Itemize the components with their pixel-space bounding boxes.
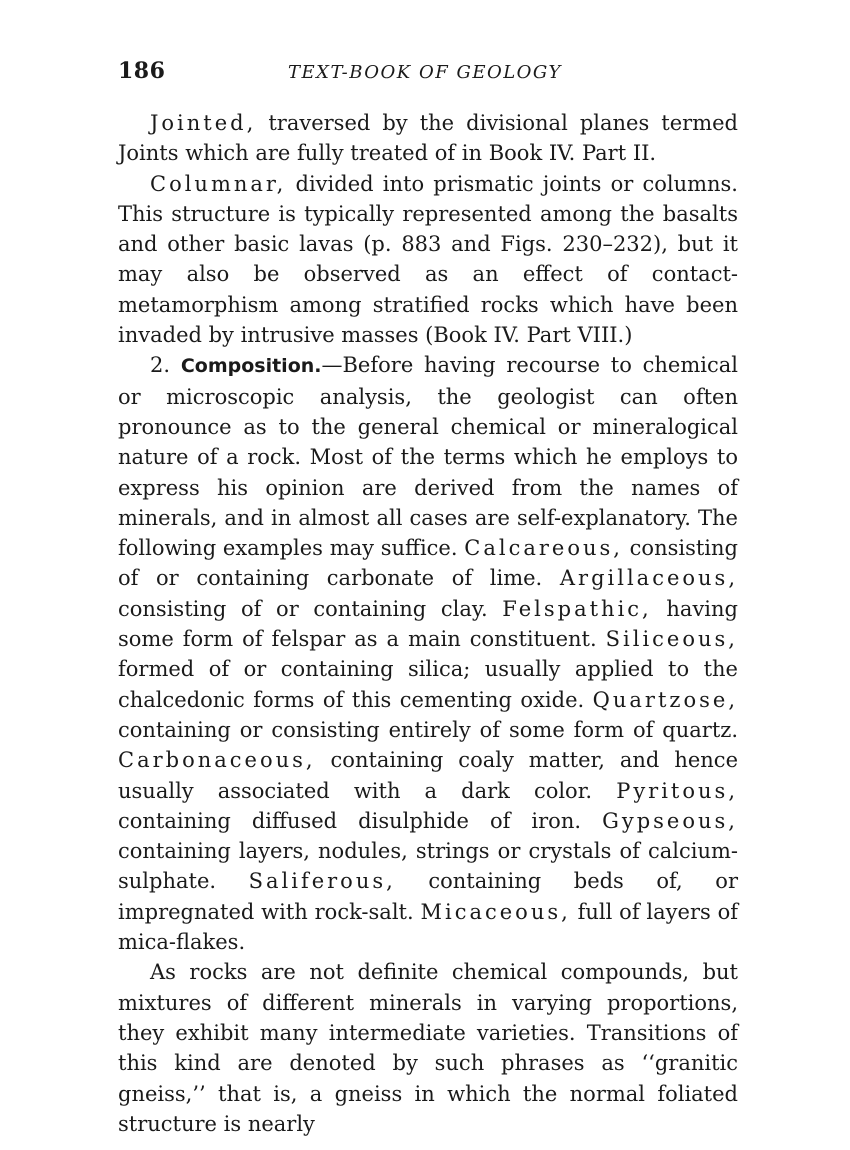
- paragraph-columnar: [118, 169, 738, 351]
- definition-quartzose: containing or consisting entirely of some form of quartz.: [118, 717, 738, 742]
- definition-argillaceous: consisting of or containing clay.: [118, 596, 503, 621]
- term-columnar: Columnar,: [150, 171, 287, 196]
- definition-felspathic: having some form of felspar as a main constituent.: [118, 596, 738, 652]
- term-gypseous: Gypseous,: [602, 808, 738, 833]
- definition-saliferous: containing beds of, or impregnated with rock-salt.: [118, 869, 738, 924]
- paragraph-composition: [118, 350, 738, 957]
- term-jointed: Jointed,: [150, 111, 257, 135]
- term-micaceous: Micaceous,: [420, 899, 571, 924]
- definition-gypseous: containing layers, nodules, strings or crystals of calcium-sulphate.: [118, 839, 738, 894]
- definition-columnar: divided into prismatic joints or columns. This structure is typically represented among the basalts and other basic lavas (p. 883 and Figs. 230–232), but it may also be observed as an effect of contact-metamorphism among stratified rocks which have been invaded by intrusive masses (Book IV. Part VIII.): [118, 171, 738, 348]
- paragraph-transitions: As rocks are not definite chemical compounds, but mixtures of different minerals in varying proportions, they exhibit many intermediate varieties. Transitions of this kind are denoted by such phrases as ‘‘granitic gneiss,’’ that is, a gneiss in which the normal foliated structure is nearly: [118, 960, 738, 1136]
- term-siliceous: Siliceous,: [605, 627, 738, 652]
- composition-intro: —Before having recourse to chemical or microscopic analysis, the geologist can often pronounce as to the general chemical or mineralogical nature of a rock. Most of the terms which he employs to express his opinion are derived from the names of minerals, and in almost all cases are self-explanatory. The following examples may suffice.: [118, 353, 738, 561]
- definition-calcareous: consisting of or containing carbonate of lime.: [118, 536, 738, 591]
- page-header: [118, 58, 738, 88]
- term-carbonaceous: Carbonaceous,: [118, 748, 316, 773]
- definition-micaceous: full of layers of mica-flakes.: [118, 899, 738, 955]
- section-number: 2.: [150, 353, 171, 378]
- page-number: 186: [118, 58, 166, 84]
- term-calcareous: Calcareous,: [464, 536, 623, 561]
- term-saliferous: Saliferous,: [248, 869, 396, 894]
- definition-pyritous: containing diffused disulphide of iron.: [118, 808, 603, 833]
- definition-carbonaceous: containing coaly matter, and hence usually associated with a dark color.: [118, 748, 738, 803]
- term-argillaceous: Argillaceous,: [559, 566, 738, 591]
- paragraph-jointed: [118, 108, 738, 169]
- body-text: [118, 108, 738, 1139]
- term-felspathic: Felspathic,: [502, 596, 652, 621]
- definition-jointed: traversed by the divisional planes termed Joints which are fully treated of in Book IV. Part II.: [118, 111, 738, 166]
- section-heading: Composition.: [180, 355, 322, 378]
- running-title: TEXT-BOOK OF GEOLOGY: [288, 62, 562, 83]
- term-pyritous: Pyritous,: [616, 778, 738, 803]
- definition-siliceous: formed of or containing silica; usually applied to the chalcedonic forms of this cementing oxide.: [118, 657, 738, 712]
- term-quartzose: Quartzose,: [592, 687, 738, 712]
